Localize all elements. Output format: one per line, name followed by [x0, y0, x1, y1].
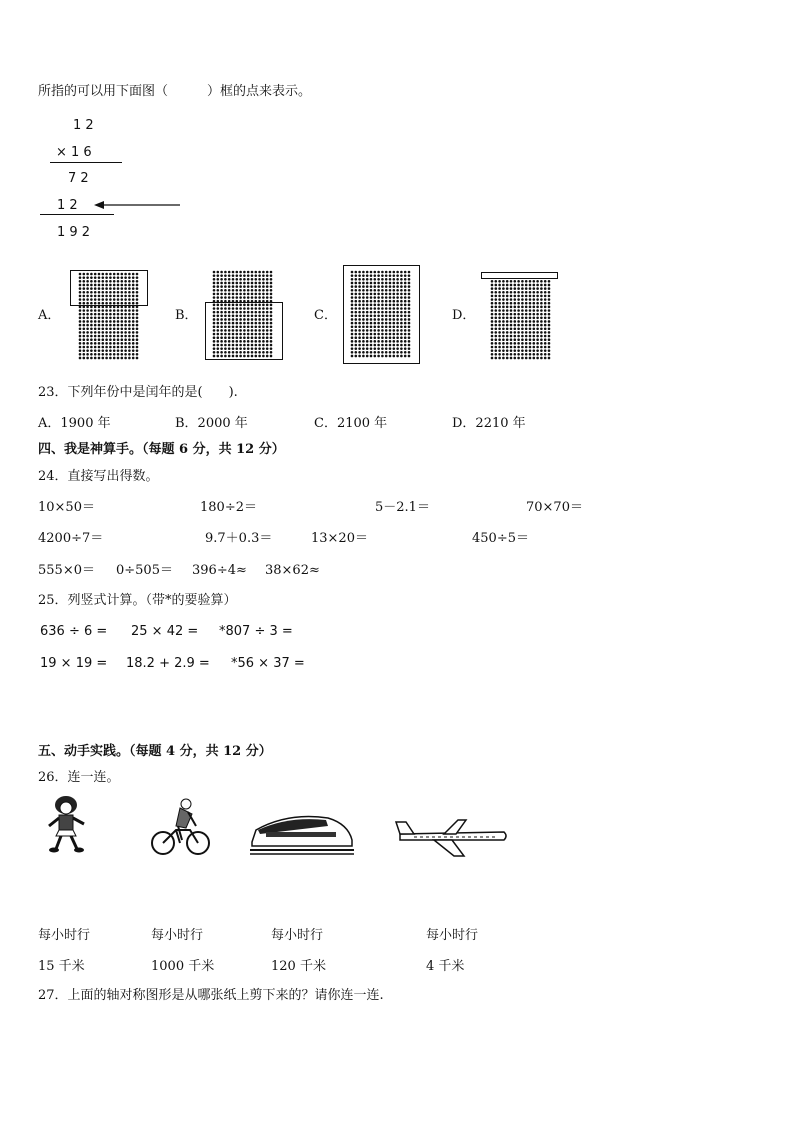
q23-question: 23．下列年份中是闰年的是( ). [38, 385, 238, 400]
section-5-heading: 五、动手实践。（每题 4 分，共 12 分） [38, 744, 272, 759]
frame-c [343, 265, 420, 364]
speed-value-1: 15 千米 [38, 959, 85, 974]
section-4-heading: 四、我是神算手。（每题 6 分，共 12 分） [38, 442, 285, 457]
calc-line-1: 1 2 [73, 118, 94, 133]
calc-divider-2 [40, 214, 114, 215]
speed-label-2: 每小时行 [151, 928, 204, 943]
dot-grid-d [490, 272, 552, 360]
q24-r1-c3: 5－2.1＝ [375, 500, 430, 515]
speed-label-4: 每小时行 [426, 928, 479, 943]
q23-option-b: B．2000 年 [175, 416, 248, 431]
airplane-illustration [394, 816, 508, 858]
option-b-label: B． [175, 308, 198, 323]
q25-r2-c2: 18.2 + 2.9 = [126, 656, 210, 671]
q24-r3-c4: 38×62≈ [265, 563, 320, 578]
frame-b [205, 302, 283, 360]
calc-line-5: 1 9 2 [57, 225, 91, 240]
q25-r2-c3: *56 × 37 = [231, 656, 305, 671]
speed-label-3: 每小时行 [271, 928, 324, 943]
q24-r3-c3: 396÷4≈ [192, 563, 247, 578]
q25-title: 25．列竖式计算。（带*的要验算） [38, 593, 237, 608]
q24-r2-c4: 450÷5＝ [472, 531, 529, 546]
calc-divider-1 [50, 162, 122, 163]
q25-r2-c1: 19 × 19 = [40, 656, 108, 671]
calc-line-3: 7 2 [68, 171, 89, 186]
q24-r3-c1: 555×0＝ [38, 563, 95, 578]
q24-r1-c2: 180÷2＝ [200, 500, 257, 515]
q24-r2-c1: 4200÷7＝ [38, 531, 104, 546]
q24-r1-c4: 70×70＝ [526, 500, 583, 515]
q25-r1-c2: 25 × 42 = [131, 624, 199, 639]
cyclist-illustration [150, 798, 212, 858]
q24-title: 24．直接写出得数。 [38, 469, 159, 484]
frame-d [481, 272, 558, 279]
speed-value-3: 120 千米 [271, 959, 326, 974]
q26-title: 26．连一连。 [38, 770, 120, 785]
walking-girl-illustration [44, 794, 90, 854]
calc-line-2: × 1 6 [56, 145, 92, 160]
q24-r2-c3: 13×20＝ [311, 531, 368, 546]
q23-option-a: A．1900 年 [38, 416, 111, 431]
q23-option-c: C．2100 年 [314, 416, 388, 431]
intro-text: 所指的可以用下面图（ ）框的点来表示。 [38, 84, 312, 99]
arrow-left-icon [94, 198, 184, 212]
train-illustration [248, 810, 356, 856]
calc-line-4: 1 2 [57, 198, 78, 213]
speed-label-1: 每小时行 [38, 928, 91, 943]
option-a-label: A． [38, 308, 61, 323]
q25-r1-c1: 636 ÷ 6 = [40, 624, 108, 639]
speed-value-4: 4 千米 [426, 959, 465, 974]
option-c-label: C． [314, 308, 337, 323]
q24-r1-c1: 10×50＝ [38, 500, 95, 515]
q24-r3-c2: 0÷505＝ [116, 563, 173, 578]
option-d-label: D． [452, 308, 476, 323]
frame-a [70, 270, 148, 306]
speed-value-2: 1000 千米 [151, 959, 215, 974]
q25-r1-c3: *807 ÷ 3 = [219, 624, 293, 639]
q24-r2-c2: 9.7＋0.3＝ [205, 531, 273, 546]
q27-question: 27．上面的轴对称图形是从哪张纸上剪下来的？请你连一连. [38, 988, 384, 1003]
q23-option-d: D．2210 年 [452, 416, 526, 431]
